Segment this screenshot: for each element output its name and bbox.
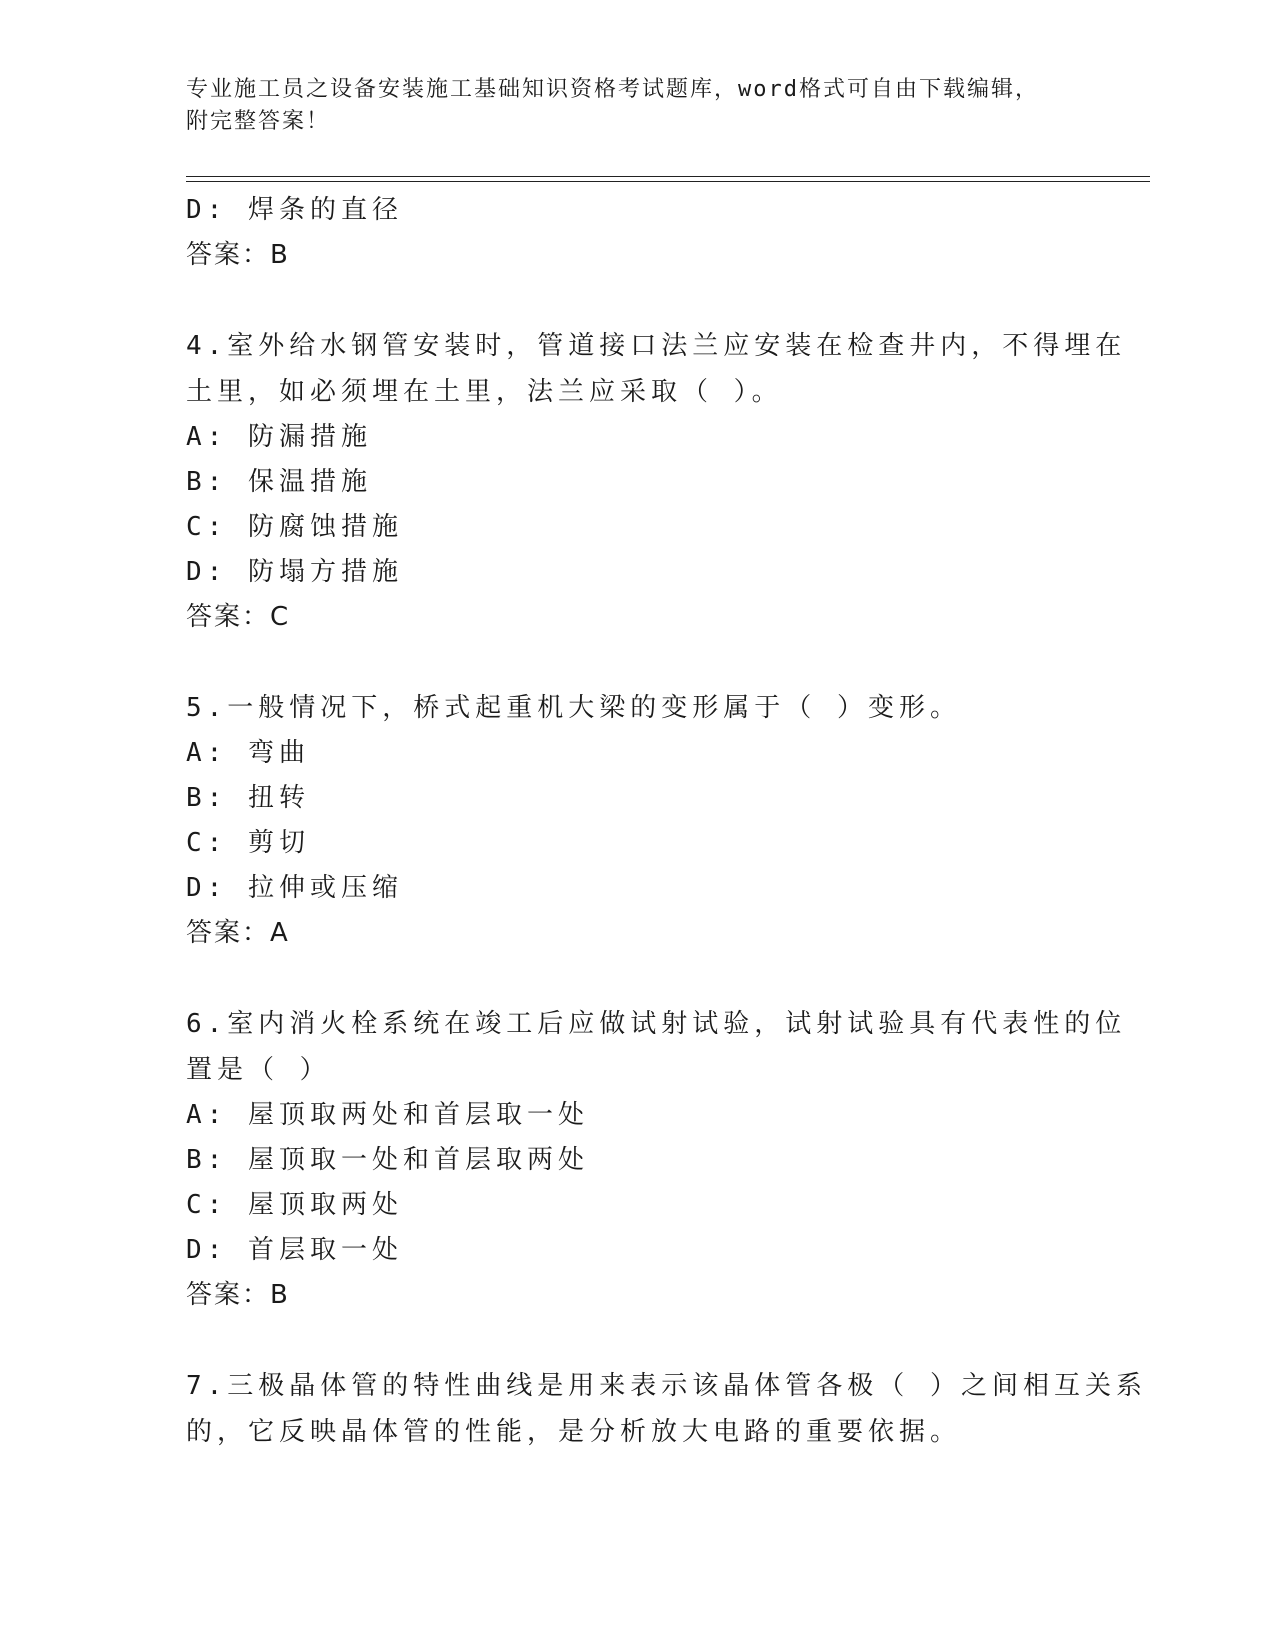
question-stem-line: 置是（ ）: [186, 1055, 331, 1085]
answer-line: 答案：A: [186, 918, 290, 948]
option-b: B: 保温措施: [186, 467, 372, 497]
question-stem-line: 的，它反映晶体管的性能，是分析放大电路的重要依据。: [186, 1417, 962, 1447]
question-5: [186, 685, 1086, 956]
option-d: D: 拉伸或压缩: [186, 873, 403, 903]
question-stem-line: 土里，如必须埋在土里，法兰应采取（ ）。: [186, 377, 783, 407]
document-header: [186, 74, 1066, 138]
question-stem-line: 5.一般情况下，桥式起重机大梁的变形属于（ ）变形。: [186, 693, 961, 723]
spacer: [186, 956, 1086, 1001]
question-6: [186, 1001, 1127, 1318]
header-line-1: 专业施工员之设备安装施工基础知识资格考试题库，word格式可自由下载编辑，: [186, 77, 1039, 102]
spacer: [186, 278, 1086, 323]
answer-line: 答案：B: [186, 240, 290, 270]
question-content: [186, 188, 1147, 1455]
option-a: A: 弯曲: [186, 738, 310, 768]
option-b: B: 屋顶取一处和首层取两处: [186, 1145, 589, 1175]
question-stem-line: 7.三极晶体管的特性曲线是用来表示该晶体管各极（ ）之间相互关系: [186, 1371, 1147, 1401]
question-stem-line: 6.室内消火栓系统在竣工后应做试射试验，试射试验具有代表性的位: [186, 1009, 1127, 1039]
option-a: A: 防漏措施: [186, 422, 372, 452]
option-d: D: 防塌方措施: [186, 557, 403, 587]
carryover-question-tail: [186, 188, 1086, 278]
option-d: D: 首层取一处: [186, 1235, 403, 1265]
option-d: D: 焊条的直径: [186, 195, 403, 225]
option-c: C: 防腐蚀措施: [186, 512, 403, 542]
spacer: [186, 640, 1086, 685]
option-c: C: 屋顶取两处: [186, 1190, 403, 1220]
answer-line: 答案：B: [186, 1280, 290, 1310]
spacer: [186, 1318, 1086, 1363]
option-b: B: 扭转: [186, 783, 310, 813]
header-line-2: 附完整答案！: [186, 109, 331, 134]
option-a: A: 屋顶取两处和首层取一处: [186, 1100, 589, 1130]
question-4: [186, 323, 1127, 640]
option-c: C: 剪切: [186, 828, 310, 858]
question-stem-line: 4.室外给水钢管安装时，管道接口法兰应安装在检查井内，不得埋在: [186, 331, 1127, 361]
question-7: [186, 1363, 1147, 1455]
header-divider: [186, 176, 1150, 182]
answer-line: 答案：C: [186, 602, 291, 632]
